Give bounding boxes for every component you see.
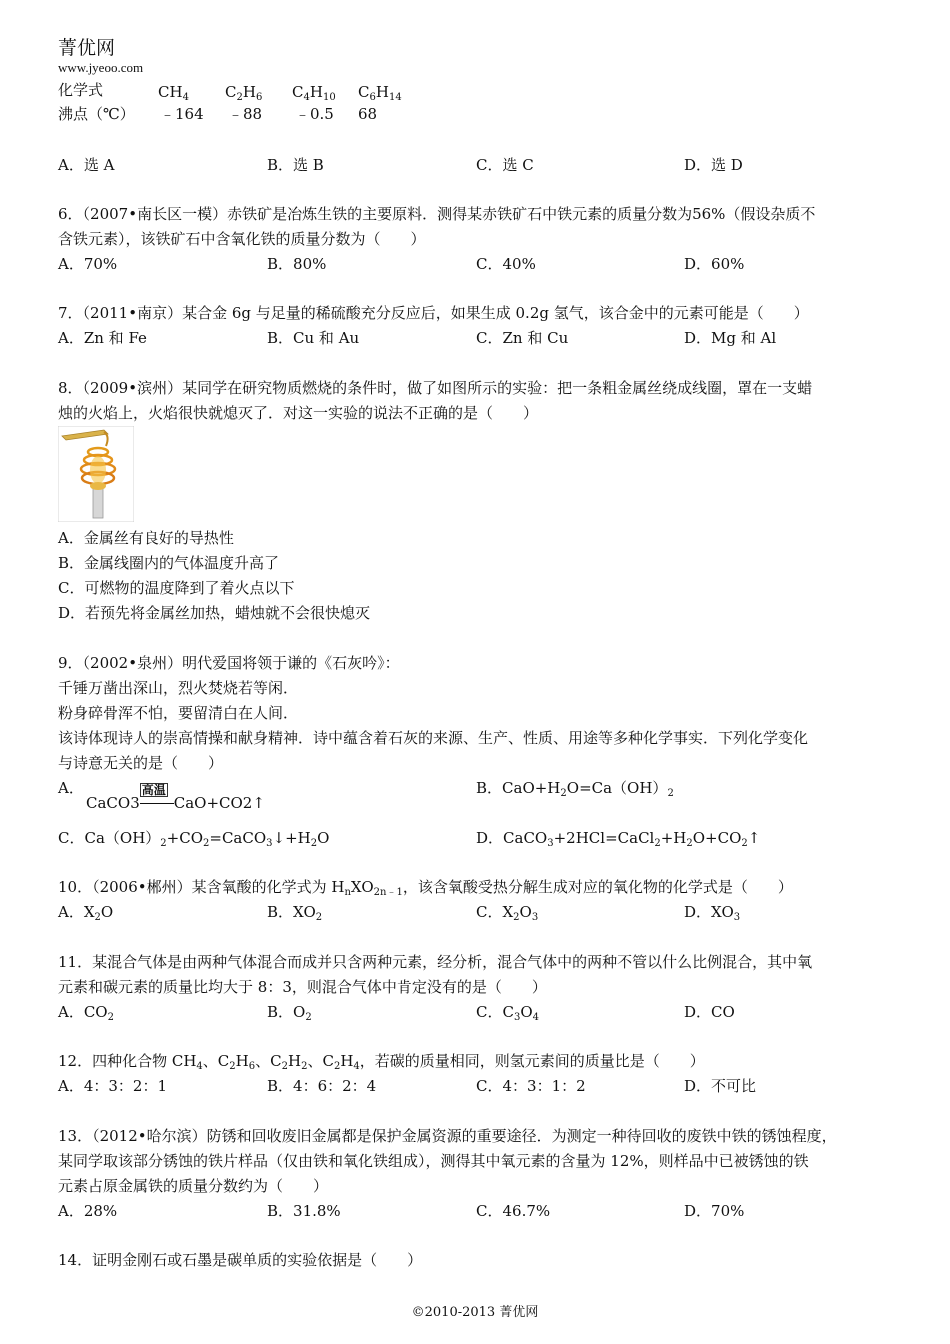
question-text: 7．（2011•南京）某合金 6g 与足量的稀硫酸充分反应后，如果生成 0.2g 氢气，该合金中的元素可能是（ ） bbox=[58, 304, 809, 322]
option-a: A．选 A bbox=[58, 156, 115, 174]
option-d: D．70% bbox=[684, 1202, 745, 1220]
question-text: 该诗体现诗人的崇高情操和献身精神．诗中蕴含着石灰的来源、生产、性质、用途等多种化学事实．下列化学变化 bbox=[58, 729, 809, 747]
question-text: 含铁元素），该铁矿石中含氧化铁的质量分数为（ ） bbox=[58, 230, 426, 248]
question-text: 6．（2007•南长区一模）赤铁矿是冶炼生铁的主要原料．测得某赤铁矿石中铁元素的质量分数为56%（假设杂质不 bbox=[58, 205, 816, 223]
question-text: 8．（2009•滨州）某同学在研究物质燃烧的条件时，做了如图所示的实验：把一条粗金属丝绕成线圈，罩在一支蜡 bbox=[58, 379, 813, 397]
option-c: C．Zn 和 Cu bbox=[476, 329, 569, 347]
table-cell: 68 bbox=[358, 105, 378, 123]
option-a: A．28% bbox=[58, 1202, 118, 1220]
question-text: 烛的火焰上，火焰很快就熄灭了．对这一实验的说法不正确的是（ ） bbox=[58, 404, 539, 422]
question-text: 14．证明金刚石或石墨是碳单质的实验依据是（ ） bbox=[58, 1251, 423, 1269]
option-d: D．Mg 和 Al bbox=[684, 329, 777, 347]
option-a: A．金属丝有良好的导热性 bbox=[58, 529, 234, 547]
option-a-equation: CaCO3 高温 CaO+CO2↑ bbox=[86, 783, 265, 812]
site-url: www.jyeoo.com bbox=[58, 60, 144, 75]
candle-coil-figure bbox=[58, 426, 134, 522]
option-c: C．$C_3O_4$ bbox=[476, 1003, 540, 1023]
table-cell: ﹣0.5 bbox=[295, 105, 334, 123]
question-text: 与诗意无关的是（ ） bbox=[58, 754, 224, 772]
option-c: C．40% bbox=[476, 255, 536, 273]
option-a: A．4：3：2：1 bbox=[58, 1077, 168, 1095]
table-label: 沸点（℃） bbox=[58, 105, 135, 123]
option-a: A．$X_2O$ bbox=[58, 903, 114, 923]
option-d: D．$CaCO_3+2HCl=CaCl_2+H_2O+CO_2↑$ bbox=[476, 829, 761, 849]
option-c: C．选 C bbox=[476, 156, 534, 174]
question-text: 10．（2006•郴州）某含氧酸的化学式为 $H_nXO_{2n﹣1}$，该含氧酸受热分解生成对应的氧化物的化学式是（ ） bbox=[58, 878, 793, 898]
option-b: B．$XO_2$ bbox=[267, 903, 323, 923]
option-c: C．46.7% bbox=[476, 1202, 551, 1220]
question-text: 9．（2002•泉州）明代爱国将领于谦的《石灰吟》： bbox=[58, 654, 400, 672]
option-a: A．70% bbox=[58, 255, 118, 273]
table-cell: ﹣164 bbox=[160, 105, 204, 123]
option-b: B．Cu 和 Au bbox=[267, 329, 360, 347]
table-cell: ﹣88 bbox=[228, 105, 263, 123]
poem-line: 粉身碎骨浑不怕，要留清白在人间． bbox=[58, 704, 299, 722]
option-d: D．60% bbox=[684, 255, 745, 273]
table-cell: $C_2H_6$ bbox=[225, 83, 263, 103]
table-label: 化学式 bbox=[58, 81, 104, 99]
question-text: 13．（2012•哈尔滨）防锈和回收废旧金属都是保护金属资源的重要途径．为测定一种待回收的废铁中铁的锈蚀程度， bbox=[58, 1127, 837, 1145]
option-b: B．选 B bbox=[267, 156, 324, 174]
table-cell: $CH_4$ bbox=[158, 83, 189, 103]
option-b: B．$CaO+H_2O=Ca(OH)_2$ bbox=[476, 779, 674, 799]
question-text: 某同学取该部分锈蚀的铁片样品（仅由铁和氧化铁组成），测得其中氧元素的含量为 12%，则样品中已被锈蚀的铁 bbox=[58, 1152, 809, 1170]
reaction-condition: 高温 bbox=[141, 783, 166, 797]
table-cell: $C_6H_{14}$ bbox=[358, 83, 402, 103]
option-c: C．$X_2O_3$ bbox=[476, 903, 539, 923]
table-row-formula bbox=[58, 80, 103, 100]
question-text: 12．四种化合物 $CH_4$、$C_2H_6$、$C_2H_2$、$C_2H_4$，若碳的质量相同，则氢元素间的质量比是（ ） bbox=[58, 1052, 705, 1072]
option-d: D．CO bbox=[684, 1003, 735, 1021]
option-d: D．选 D bbox=[684, 156, 743, 174]
option-b: B．$O_2$ bbox=[267, 1003, 312, 1023]
option-a: A．Zn 和 Fe bbox=[58, 329, 147, 347]
option-c: C．可燃物的温度降到了着火点以下 bbox=[58, 579, 295, 597]
option-a: A．$CO_2$ bbox=[58, 1003, 114, 1023]
page-footer: ©2010-2013 菁优网 bbox=[411, 1305, 539, 1320]
option-b: B．金属线圈内的气体温度升高了 bbox=[58, 554, 280, 572]
question-text: 11．某混合气体是由两种气体混合而成并只含两种元素，经分析，混合气体中的两种不管以什么比例混合，其中氧 bbox=[58, 953, 813, 971]
option-b: B．4：6：2：4 bbox=[267, 1077, 377, 1095]
option-b: B．80% bbox=[267, 255, 327, 273]
option-c: C．4：3：1：2 bbox=[476, 1077, 586, 1095]
question-text: 元素占原金属铁的质量分数约为（ ） bbox=[58, 1177, 329, 1195]
brand-logo-text: 菁优网 bbox=[58, 37, 116, 59]
option-d: D．不可比 bbox=[684, 1077, 757, 1095]
option-d: D．若预先将金属丝加热，蜡烛就不会很快熄灭 bbox=[58, 604, 371, 622]
option-c: C．$Ca(OH)_2+CO_2=CaCO_3↓+H_2O$ bbox=[58, 829, 330, 849]
table-cell: $C_4H_{10}$ bbox=[292, 83, 336, 103]
question-text: 元素和碳元素的质量比均大于 8：3，则混合气体中肯定没有的是（ ） bbox=[58, 978, 547, 996]
poem-line: 千锤万凿出深山，烈火焚烧若等闲． bbox=[58, 679, 299, 697]
option-b: B．31.8% bbox=[267, 1202, 341, 1220]
option-a-label: A． bbox=[58, 779, 84, 797]
option-d: D．$XO_3$ bbox=[684, 903, 741, 923]
